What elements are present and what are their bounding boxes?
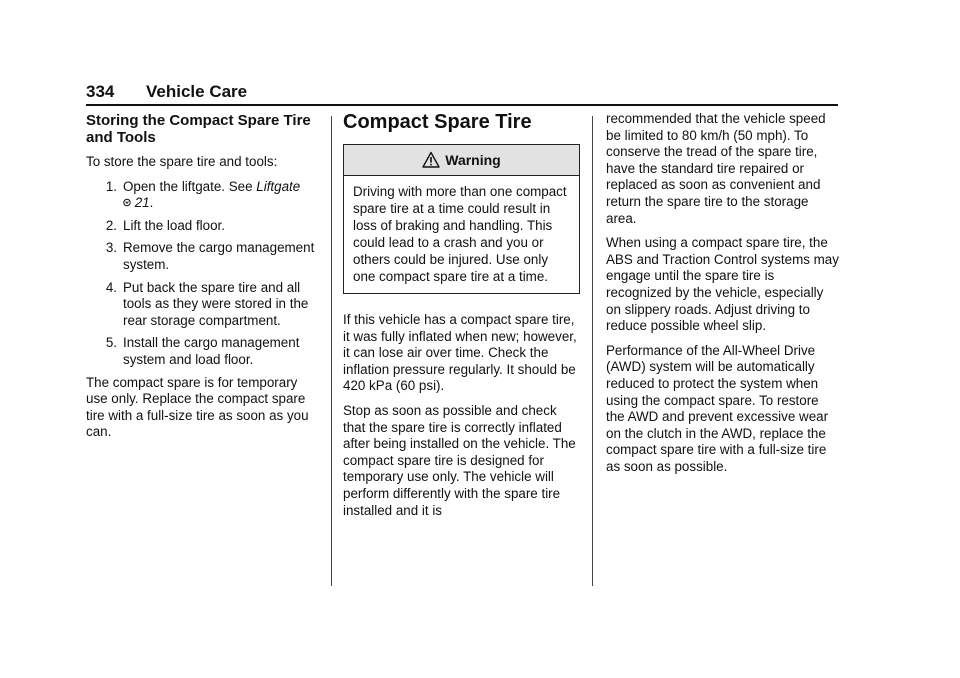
page-reference-icon (123, 195, 131, 210)
reference-page[interactable]: 21 (134, 195, 150, 211)
step-text: Open the liftgate. See Liftgate 21. (123, 178, 301, 211)
step-number: 1. (105, 178, 117, 194)
step-text: Install the cargo management system and load floor. (123, 335, 300, 367)
page-header (86, 82, 838, 104)
section-title: Vehicle Care (146, 82, 248, 101)
list-item (86, 218, 322, 235)
column-2 (343, 111, 580, 527)
list-item (86, 240, 322, 273)
step-text: Put back the spare tire and all tools as they were stored in the rear storage compartment. (123, 279, 309, 328)
column-1 (86, 112, 322, 449)
storing-heading: Storing the Compact Spare Tire and Tools (86, 112, 311, 146)
paragraph: When using a compact spare tire, the ABS and Traction Control systems may engage until the spare tire is recognized by the vehicle, especially on slippery roads. Adjust driving to reduce possible wheel slip. (606, 235, 839, 334)
column-3 (606, 111, 840, 483)
page-number: 334 (86, 82, 115, 101)
compact-spare-heading: Compact Spare Tire (343, 111, 532, 133)
paragraph: If this vehicle has a compact spare tire, it was fully inflated when new; however, it can lose air over time. Check the inflation pressure regularly. It should be 420 kPa (60 psi). (343, 312, 577, 394)
storing-intro: To store the spare tire and tools: (86, 154, 278, 169)
warning-text: Driving with more than one compact spare tire at a time could result in loss of braking and handling. This could lead to a crash and you or others could be injured. Use only one compact spare tire at a time. (353, 184, 567, 284)
list-item (86, 335, 322, 368)
list-item (86, 179, 322, 212)
warning-box (343, 144, 580, 294)
warning-header (344, 145, 579, 176)
column-divider (331, 116, 332, 586)
column-divider (592, 116, 593, 586)
header-rule (86, 104, 838, 106)
liftgate-link[interactable]: Liftgate (256, 178, 301, 194)
step-text: Lift the load floor. (123, 217, 225, 233)
warning-triangle-icon (422, 151, 440, 169)
warning-title: Warning (445, 151, 501, 168)
storing-steps (86, 179, 322, 369)
paragraph: Stop as soon as possible and check that the spare tire is correctly inflated after being installed on the vehicle. The compact spare tire is designed for temporary use only. The vehicle will perform differently with the spare tire installed and it is (343, 402, 576, 518)
step-number: 5. (105, 335, 117, 351)
step-number: 2. (105, 217, 117, 233)
storing-outro: The compact spare is for temporary use only. Replace the compact spare tire with a full-size tire as soon as you can. (86, 374, 309, 440)
step-number: 4. (105, 279, 117, 295)
step-number: 3. (105, 240, 117, 256)
list-item (86, 280, 322, 330)
paragraph: recommended that the vehicle speed be limited to 80 km/h (50 mph). To conserve the tread of the spare tire, have the standard tire repaired or replaced as soon as convenient and return the spare tire to the storage area. (606, 111, 826, 226)
paragraph: Performance of the All-Wheel Drive (AWD) system will be automatically reduced to protect the system when using the compact spare. To restore the AWD and prevent excessive wear on the clutch in the AWD, replace the compact spare tire with a full-size tire as soon as possible. (606, 342, 829, 474)
step-text: Remove the cargo management system. (123, 240, 315, 272)
